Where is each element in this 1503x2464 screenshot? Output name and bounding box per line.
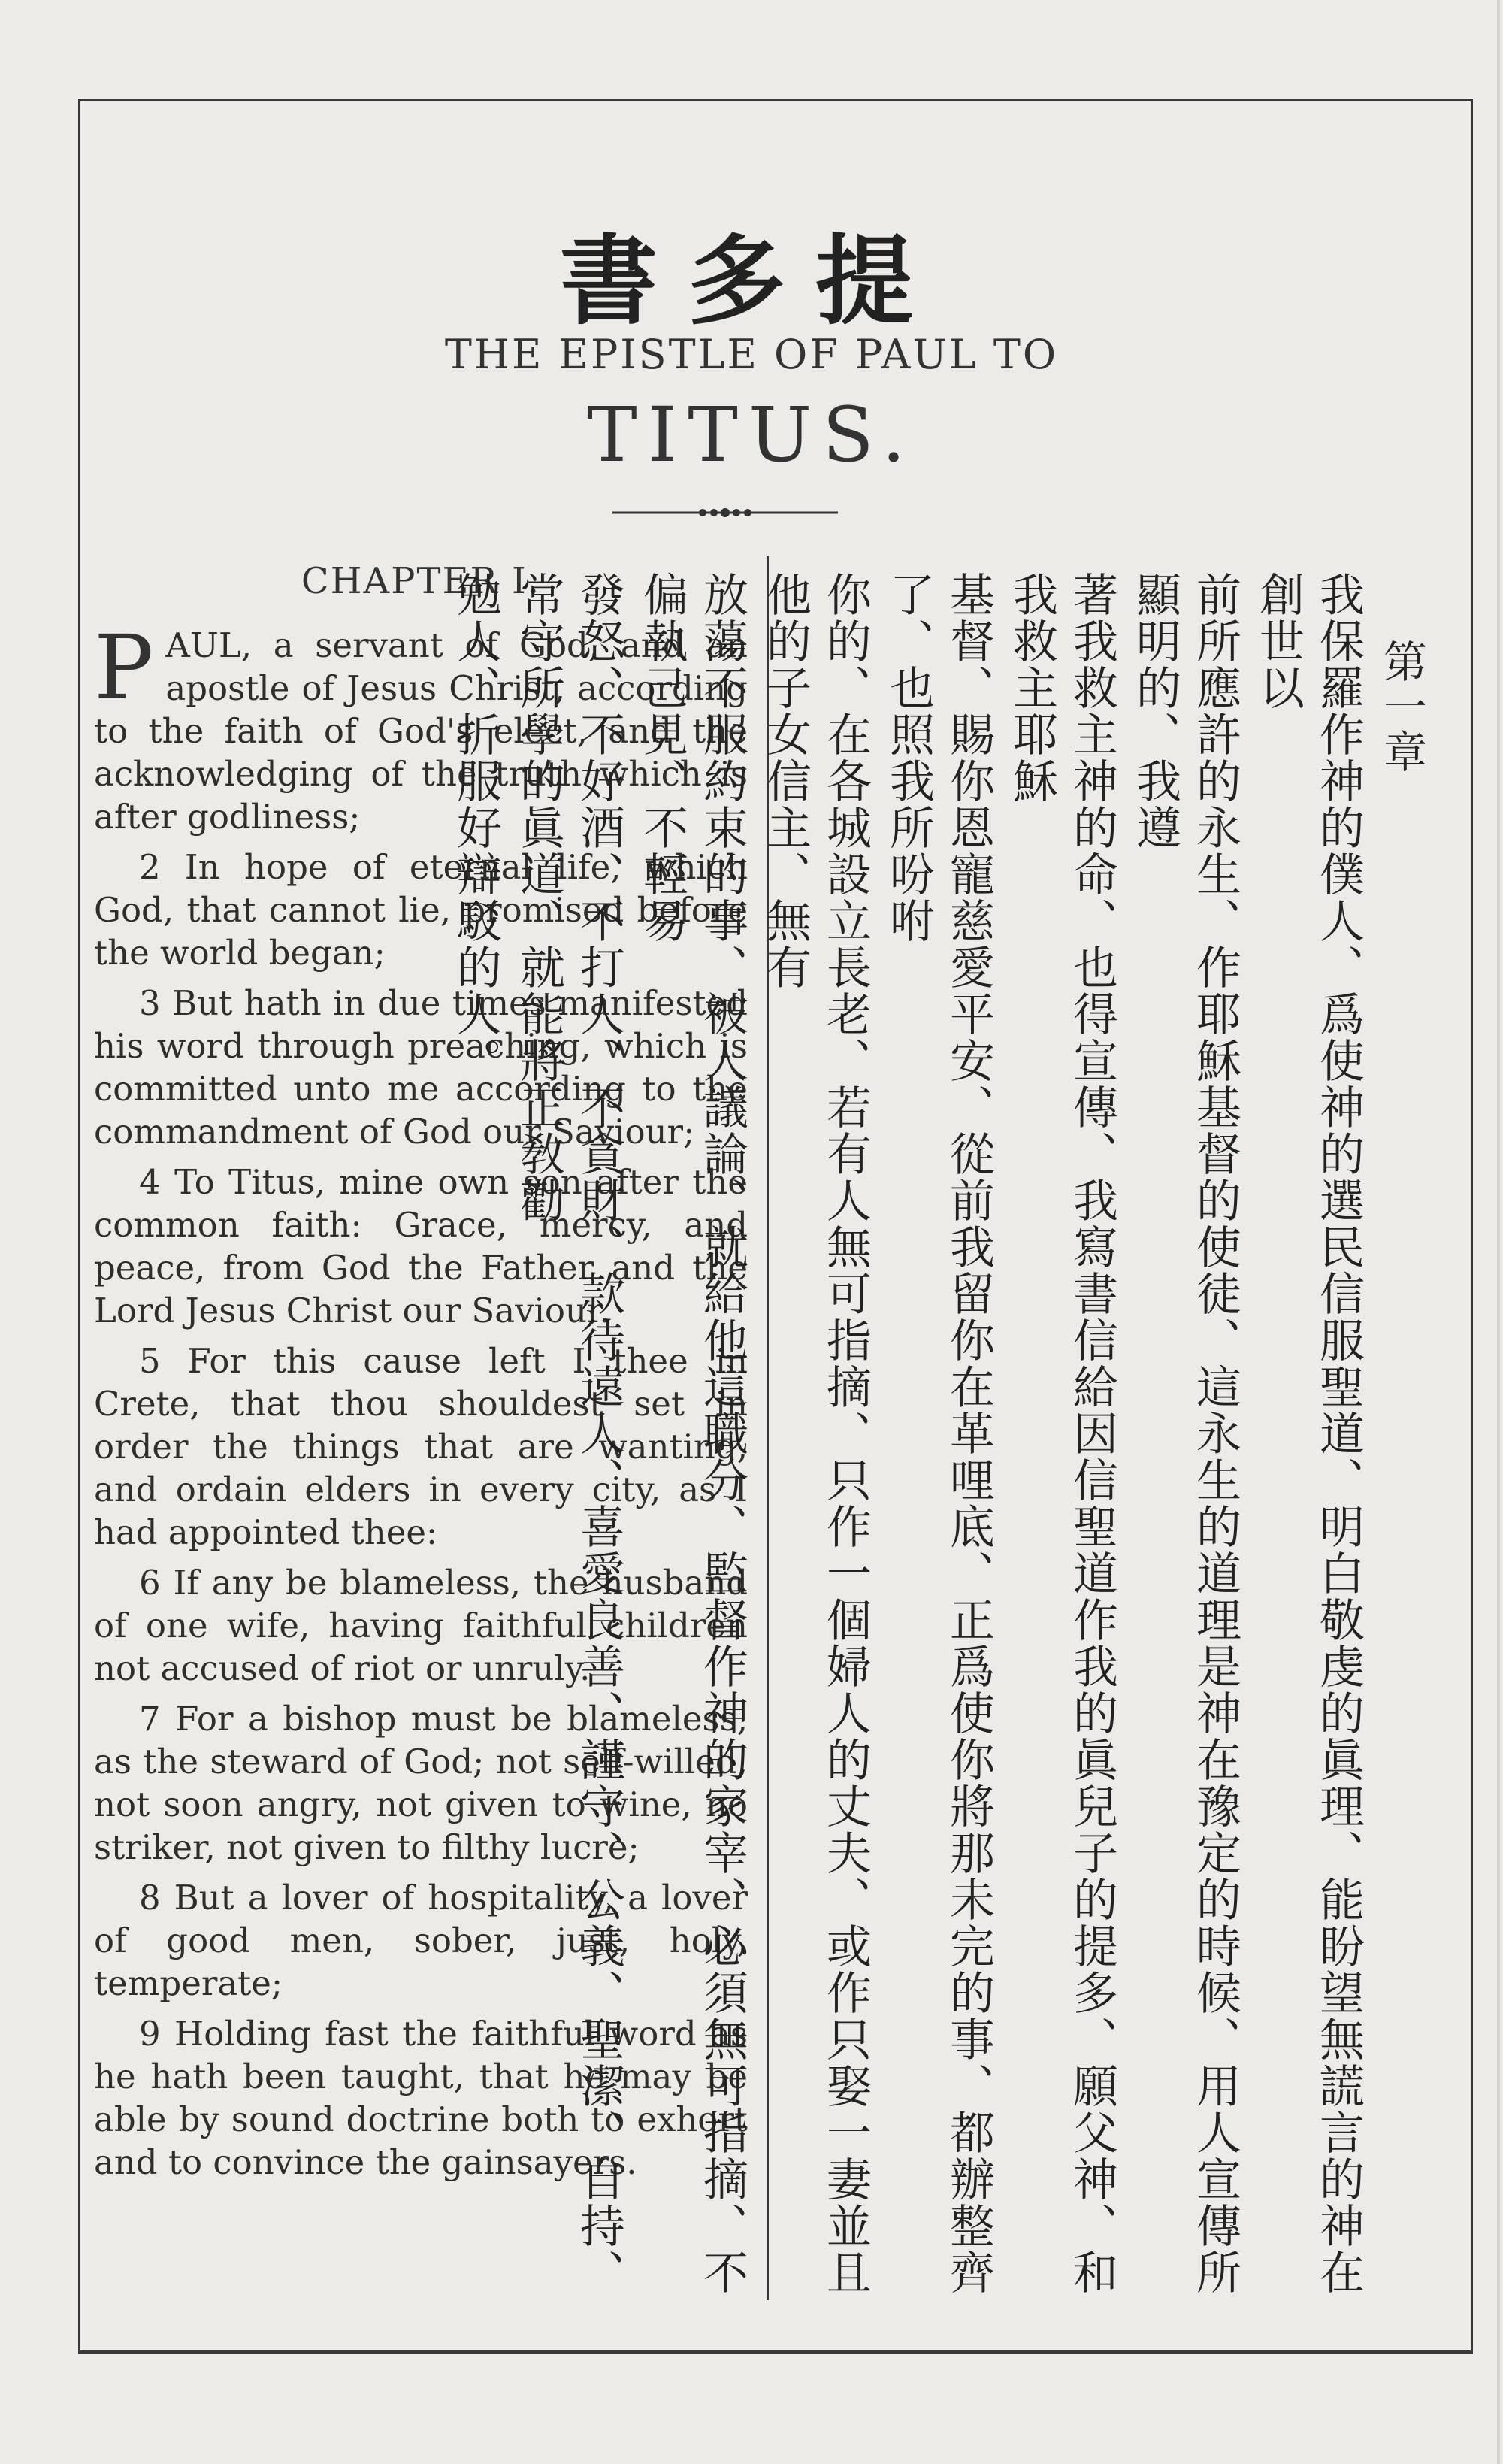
chinese-column-2: 前所應許的永生、作耶穌基督的使徒、這永生的道理是神在豫定的時候、用人宣傳所顯明的、我遵 — [1129, 571, 1241, 2296]
ornament-divider — [612, 505, 838, 520]
main-title: TITUS. — [587, 391, 916, 479]
chinese-column-3: 著我救主神的命、也得宣傳、我寫書信給因信聖道作我的眞兒子的提多、願父神、和我救主耶穌 — [1006, 571, 1118, 2296]
chinese-column-5: 你的、在各城設立長老、若有人無可指摘、只作一個婦人的丈夫、或作只娶一妻並且他的子女信主、無有 — [759, 571, 872, 2296]
verse-4: 4 To Titus, mine own son after the common faith: Grace, mercy, and peace, from God the Father and the Lord Jesus Christ our Saviour. — [94, 1162, 748, 1330]
drop-cap: P — [94, 616, 154, 719]
chinese-title: 書多提 — [559, 223, 943, 338]
verse-5: 5 For this cause left I thee in Crete, that thou shouldest set in order the things that are wanting, and ordain elders in every city, as I had appointed thee: — [94, 1341, 748, 1552]
verse-7: 7 For a bishop must be blameless, as the steward of God; not self-willed, not soon angry, not given to wine, no striker, not given to filthy lucre; — [94, 1699, 748, 1867]
chinese-text — [449, 571, 1432, 2323]
verse-8: 8 But a lover of hospitality, a lover of good men, sober, just, holy, temperate; — [94, 1878, 748, 2003]
subtitle: THE EPISTLE OF PAUL TO — [444, 331, 1059, 378]
chinese-column-4: 基督、賜你恩寵慈愛平安、從前我留你在革哩底、正爲使你將那未完的事、都辦整齊了、也照我所吩咐 — [882, 571, 995, 2296]
chinese-column-6: 放蕩不服約束的事、被人議論、就給他這職分、監督作神的家宰、必須無可指摘、不偏執己見、不輕易 — [636, 571, 748, 2296]
chinese-column-1: 我保羅作神的僕人、爲使神的選民信服聖道、明白敬虔的眞理、能盼望無謊言的神在創世以 — [1252, 571, 1365, 2296]
verse-3: 3 But hath in due times manifested his word through preaching, which is committed unto me according to the commandment of God our Saviour; — [94, 983, 748, 1152]
verse-1-text: AUL, a servant of God, and an apostle of Jesus Christ, according to the faith of God's elect, and the acknowledging of the truth which is after godliness; — [94, 625, 748, 837]
chapter-heading: CHAPTER I. — [301, 560, 541, 602]
bottom-rule — [78, 2351, 1473, 2354]
chinese-chapter-label: 第一章 — [1376, 639, 1427, 774]
verse-9: 9 Holding fast the faithful word as he hath been taught, that he may be able by sound doctrine both to exhort and to convince the gainsayers. — [94, 2014, 748, 2182]
verse-2: 2 In hope of eternal life, which God, that cannot lie, promised before the world began; — [94, 847, 748, 973]
chinese-column-7: 發怒、不好酒、不打人、不貪財、款待遠人、喜愛良善、謹守、公義、聖潔、自持、常守所學的眞道、就能將正敎勸 — [513, 571, 625, 2296]
chinese-column-8: 勉人、折服好辯駁的人。 — [449, 571, 502, 1084]
verse-6: 6 If any be blameless, the husband of one wife, having faithful children not accused of riot or unruly. — [94, 1563, 748, 1688]
